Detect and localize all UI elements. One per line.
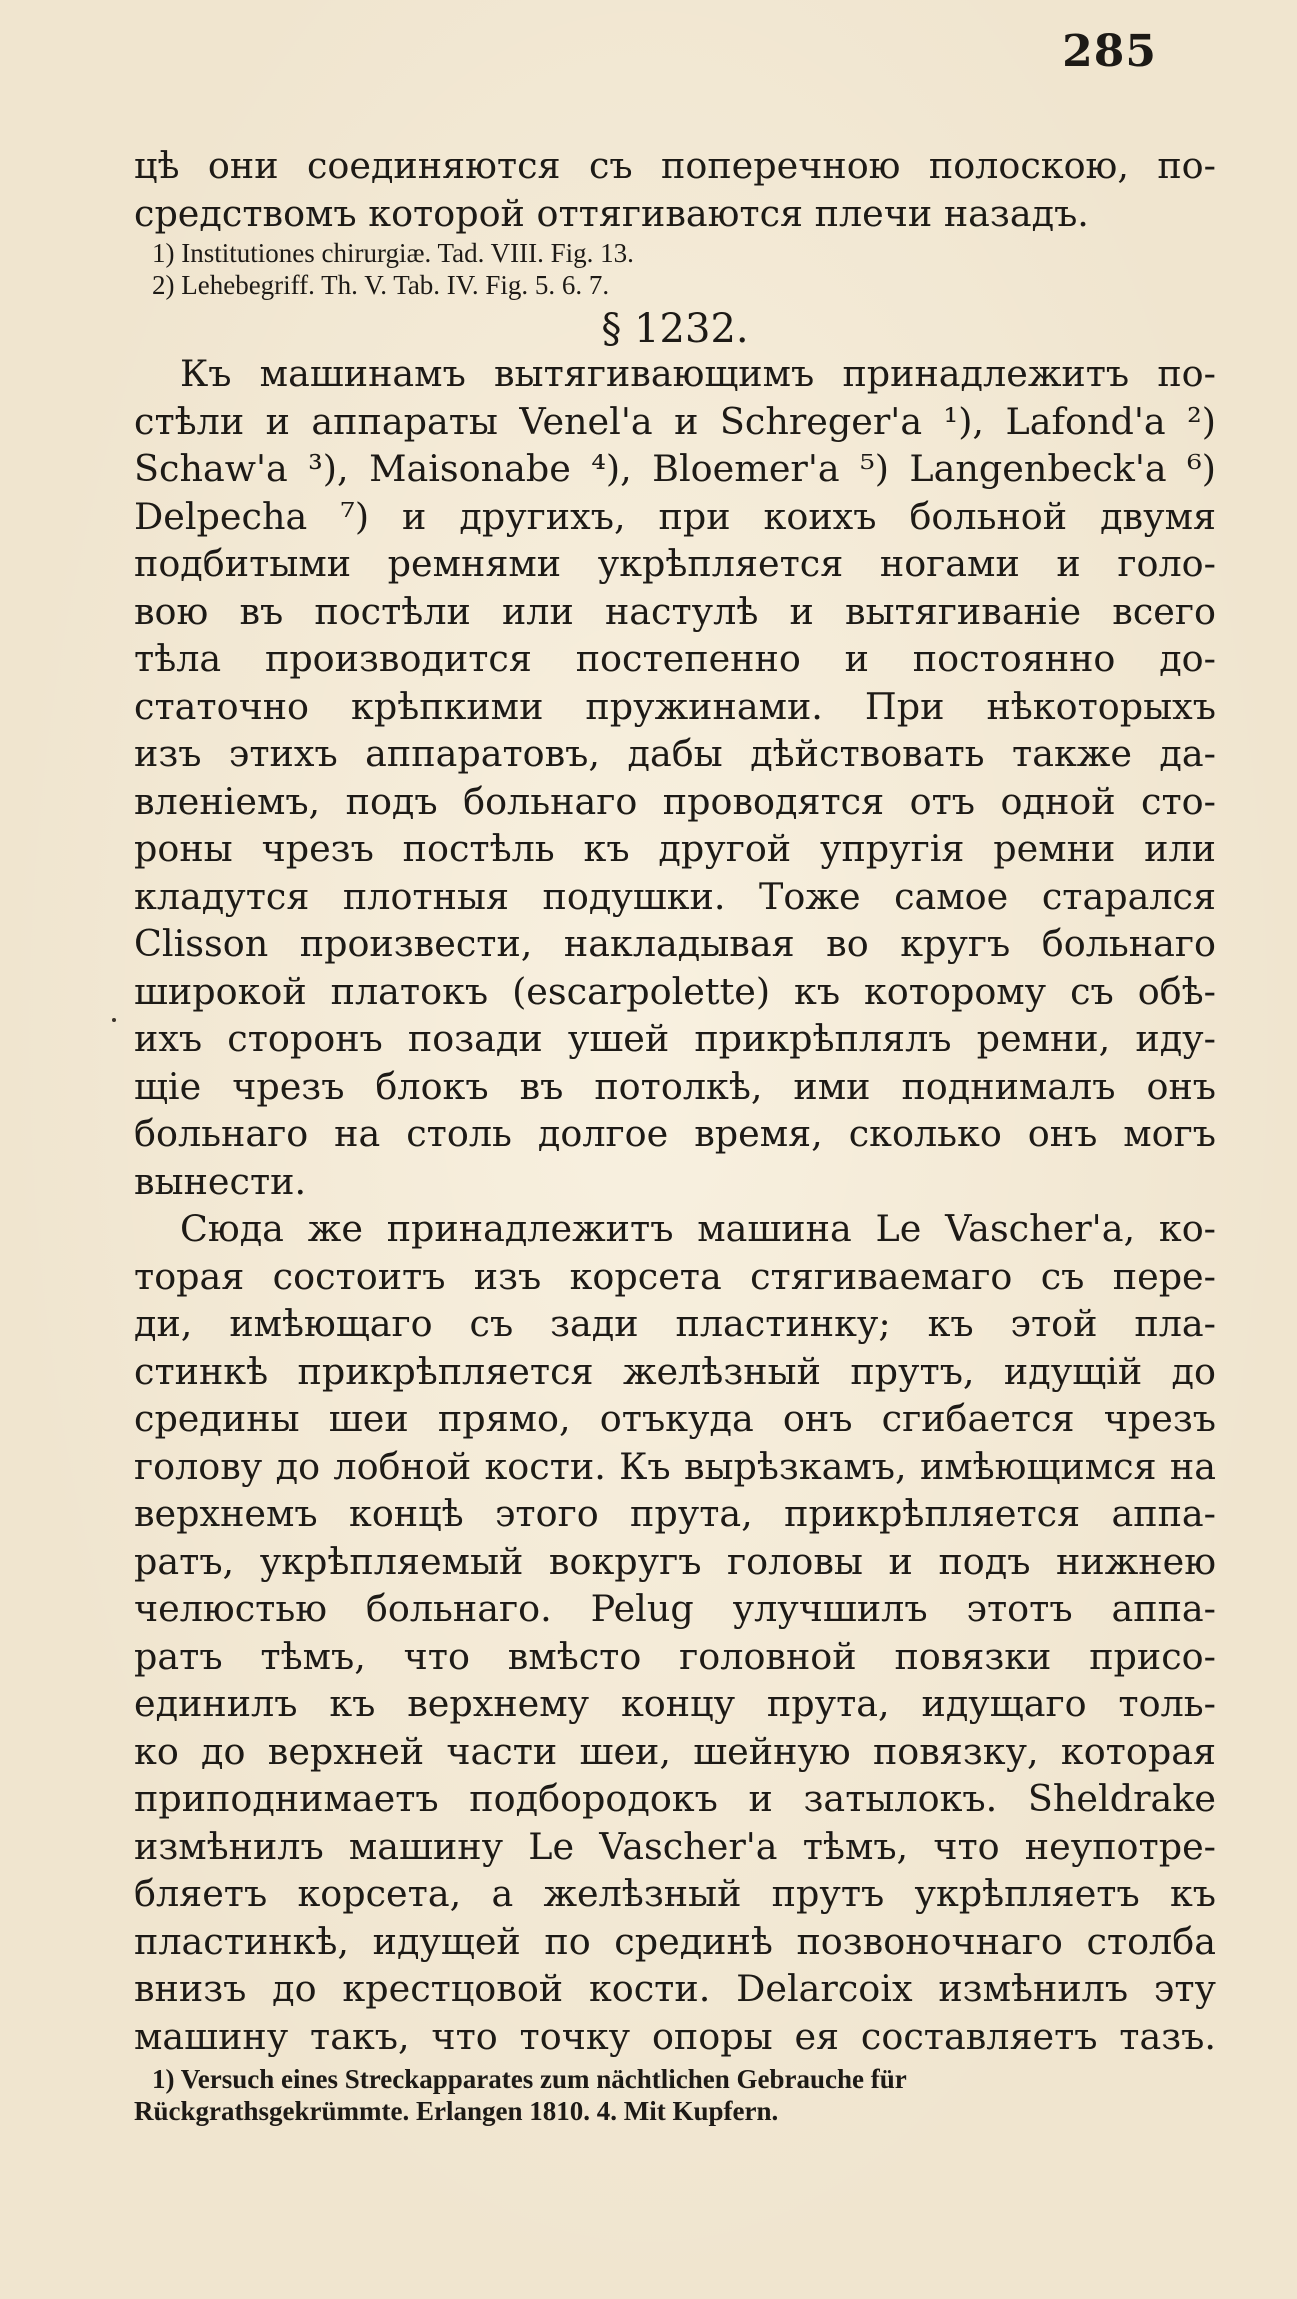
text-line: больнаго на столь долгое время, сколько онъ могъ [134, 1112, 1216, 1155]
text-line: внизъ до крестцовой кости. Delarcoix измѣнилъ эту [134, 1967, 1216, 2010]
text-line: стинкѣ прикрѣпляется желѣзный прутъ, идущій до [134, 1349, 1216, 1393]
footnote: 1) Institutiones chirurgiæ. Tad. VIII. Fig. 13. [152, 238, 634, 268]
text-line: машину такъ, что точку опоры ея составляетъ тазъ. [134, 2014, 1216, 2058]
text-line: стѣли и аппараты Venel'а и Schreger'а ¹), Lafond'а ²) [134, 399, 1216, 443]
text-line: Delpecha ⁷) и другихъ, при коихъ больной двумя [134, 494, 1216, 538]
text-line: единилъ къ верхнему концу прута, идущаго толь- [134, 1682, 1216, 1725]
text-line: Къ машинамъ вытягивающимъ принадлежитъ по- [180, 352, 1216, 395]
section-heading: § 1232. [601, 306, 749, 352]
text-line: средствомъ которой оттягиваются плечи назадъ. [134, 191, 1089, 235]
bottom-footnotes [134, 2063, 1216, 2127]
text-line: вленіемъ, подъ больнаго проводятся отъ одной сто- [134, 779, 1216, 823]
text-line: ихъ сторонъ позади ушей прикрѣплялъ ремни, иду- [134, 1017, 1216, 1060]
text-line: Clisson произвести, накладывая во кругъ больнаго [134, 922, 1216, 965]
text-line: измѣнилъ машину Le Vascher'а тѣмъ, что неупотре- [134, 1824, 1216, 1868]
text-line: средины шеи прямо, отъкуда онъ сгибается чрезъ [134, 1397, 1216, 1440]
text-line: вынести. [134, 1159, 307, 1203]
text-line: голову до лобной кости. Къ вырѣзкамъ, имѣющимся на [134, 1444, 1216, 1488]
page-number: 285 [1062, 26, 1157, 77]
text-line: вою въ постѣли или настулѣ и вытягиваніе всего [134, 589, 1216, 633]
text-line: цѣ они соединяются съ поперечною полоскою, по- [134, 144, 1216, 187]
text-line: статочно крѣпкими пружинами. При нѣкоторыхъ [134, 684, 1216, 728]
text-line: Schaw'а ³), Maisonabe ⁴), Bloemer'а ⁵) Langenbeck'а ⁶) [134, 447, 1216, 490]
paragraph-1 [134, 350, 1216, 1205]
text-line: подбитыми ремнями укрѣпляется ногами и голо- [134, 542, 1216, 585]
text-line: приподнимаетъ подбородокъ и затылокъ. Sheldrake [134, 1777, 1216, 1820]
text-line: Сюда же принадлежитъ машина Le Vascher'а, ко- [180, 1207, 1216, 1250]
continued-paragraph [134, 142, 1216, 365]
text-line: роны чрезъ постѣль къ другой упругія ремни или [134, 827, 1216, 870]
text-line: широкой платокъ (escarpolette) къ которому съ обѣ- [134, 969, 1216, 1013]
footnote: 2) Lehebegriff. Th. V. Tab. IV. Fig. 5. 6. 7. [152, 270, 610, 300]
text-line: ратъ, укрѣпляемый вокругъ головы и подъ нижнею [134, 1539, 1216, 1583]
text-line: челюстью больнаго. Pelug улучшилъ этотъ аппа- [134, 1587, 1216, 1630]
margin-mark [112, 1018, 116, 1022]
main-text [134, 350, 1216, 2060]
paragraph-2 [134, 1205, 1216, 2060]
text-line: щіе чрезъ блокъ въ потолкѣ, ими поднималъ онъ [134, 1064, 1216, 1108]
text-line: бляетъ корсета, а желѣзный прутъ укрѣпляетъ къ [134, 1872, 1216, 1915]
text-line: ко до верхней части шеи, шейную повязку, которая [134, 1729, 1216, 1773]
footnote: 1) Versuch eines Streckapparates zum nächtlichen Gebrauche für [152, 2064, 907, 2094]
text-line: тѣла производится постепенно и постоянно до- [134, 637, 1216, 680]
text-line: ди, имѣющаго съ зади пластинку; къ этой пла- [134, 1302, 1216, 1345]
text-line: торая состоитъ изъ корсета стягиваемаго съ пере- [134, 1254, 1216, 1298]
text-line: изъ этихъ аппаратовъ, дабы дѣйствовать также да- [134, 732, 1216, 775]
footnote-continuation: Rückgrathsgekrümmte. Erlangen 1810. 4. Mit Kupfern. [134, 2096, 779, 2126]
text-line: ратъ тѣмъ, что вмѣсто головной повязки присо- [134, 1634, 1216, 1678]
text-line: верхнемъ концѣ этого прута, прикрѣпляется аппа- [134, 1492, 1216, 1535]
text-line: пластинкѣ, идущей по срединѣ позвоночнаго столба [134, 1919, 1216, 1963]
text-line: кладутся плотныя подушки. Тоже самое старался [134, 874, 1216, 918]
